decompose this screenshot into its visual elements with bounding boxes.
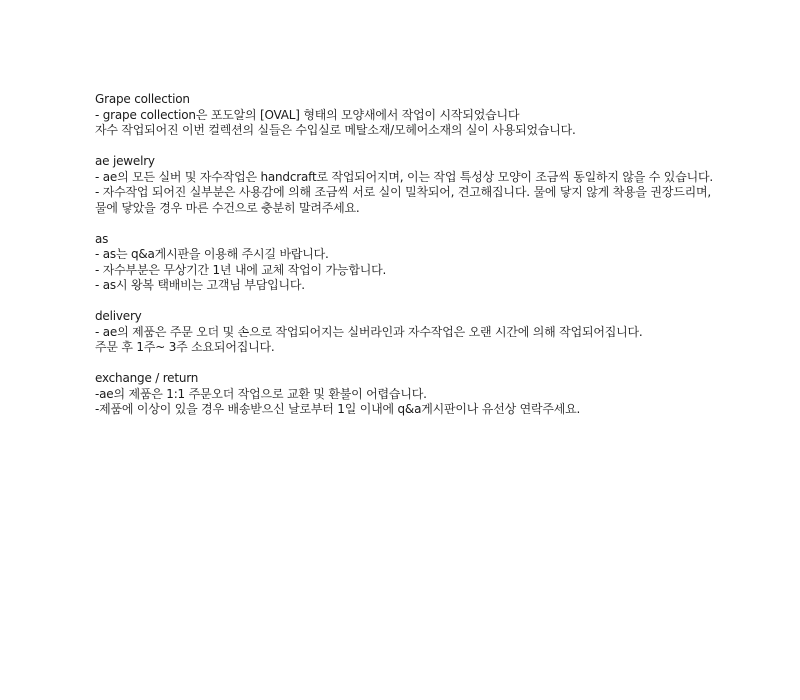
section-line: - ae의 모든 실버 및 자수작업은 handcraft로 작업되어지며, 이는 작업 특성상 모양이 조금씩 동일하지 않을 수 있습니다. (95, 169, 713, 184)
section-heading: ae jewelry (95, 154, 155, 168)
section-line: - 자수작업 되어진 실부분은 사용감에 의해 조금씩 서로 실이 밀착되어, 견고해집니다. 물에 닿지 않게 착용을 권장드리며, (95, 185, 712, 199)
section-grape-collection (95, 92, 795, 139)
section-heading: as (95, 231, 109, 246)
section-line: - ae의 제품은 주문 오더 및 손으로 작업되어지는 실버라인과 자수작업은 오랜 시간에 의해 작업되어집니다. (95, 324, 643, 339)
section-line: 주문 후 1주~ 3주 소요되어집니다. (95, 340, 275, 354)
section-ae-jewelry (95, 154, 795, 216)
section-exchange-return (95, 371, 795, 418)
section-line: - as시 왕복 택배비는 고객님 부담입니다. (95, 278, 305, 292)
section-delivery (95, 309, 795, 356)
section-line: - 자수부분은 무상기간 1년 내에 교체 작업이 가능합니다. (95, 262, 387, 277)
section-as (95, 232, 795, 294)
section-line: - grape collection은 포도알의 [OVAL] 형태의 모양새에서 작업이 시작되었습니다 (95, 107, 520, 122)
section-line: -제품에 이상이 있을 경우 배송받으신 날로부터 1일 이내에 q&a게시판이나 유선상 연락주세요. (95, 402, 581, 416)
section-heading: exchange / return (95, 371, 199, 385)
section-line: 물에 닿았을 경우 마른 수건으로 충분히 말려주세요. (95, 200, 360, 215)
section-line: - as는 q&a게시판을 이용해 주시길 바랍니다. (95, 247, 329, 261)
section-line: 자수 작업되어진 이번 컬렉션의 실들은 수입실로 메탈소재/모헤어소재의 실이 사용되었습니다. (95, 123, 576, 137)
section-heading: delivery (95, 309, 142, 323)
section-line: -ae의 제품은 1:1 주문오더 작업으로 교환 및 환불이 어렵습니다. (95, 386, 427, 401)
section-heading: Grape collection (95, 92, 190, 106)
product-info-document (95, 92, 795, 433)
